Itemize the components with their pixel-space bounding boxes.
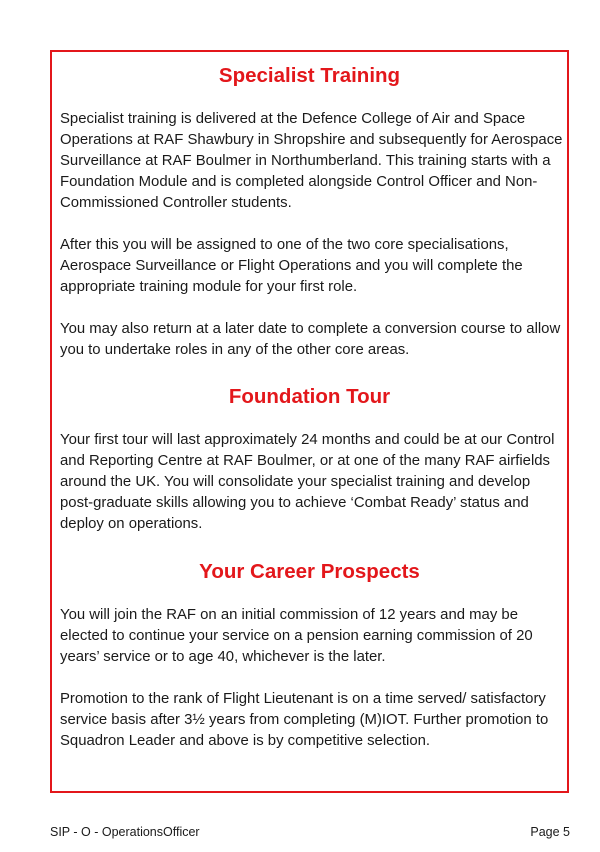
- career-prospects-paragraph-1: You will join the RAF on an initial commission of 12 years and may be elected to continue your service on a pension earning commission of 20 years’ service or to age 40, whichever is the later.: [60, 607, 533, 665]
- specialist-training-paragraph-3: You may also return at a later date to complete a conversion course to allow you to undertake roles in any of the other core areas.: [60, 321, 561, 358]
- section-title-foundation-tour: Foundation Tour: [228, 385, 391, 408]
- foundation-tour-paragraph-1: Your first tour will last approximately 24 months and could be at our Control and Reporting Centre at RAF Boulmer, or at one of the many RAF airfields around the UK. You will consolidate your specialist training and develop post-graduate skills allowing you to achieve ‘Combat Ready’ status and deploy on operations.: [60, 432, 555, 532]
- section-title-career-prospects: Your Career Prospects: [199, 560, 420, 583]
- career-prospects-paragraph-2: Promotion to the rank of Flight Lieutenant is on a time served/ satisfactory service basis after 3½ years from completing (M)IOT. Further promotion to Squadron Leader and above is by competitive selection.: [60, 691, 549, 749]
- specialist-training-paragraph-2: After this you will be assigned to one of the two core specialisations, Aerospace Surveillance or Flight Operations and you will complete the appropriate training module for your first role.: [60, 237, 523, 295]
- footer-document-id: SIP - O - OperationsOfficer: [50, 825, 200, 839]
- footer-page-number: Page 5: [530, 825, 570, 839]
- specialist-training-paragraph-1: Specialist training is delivered at the Defence College of Air and Space Operations at RAF Shawbury in Shropshire and subsequently for Aerospace Surveillance at RAF Boulmer in Northumberland. This training starts with a Foundation Module and is completed alongside Control Officer and Non-Commissioned Controller students.: [60, 111, 563, 211]
- content-frame: [50, 50, 569, 793]
- section-title-specialist-training: Specialist Training: [218, 64, 401, 87]
